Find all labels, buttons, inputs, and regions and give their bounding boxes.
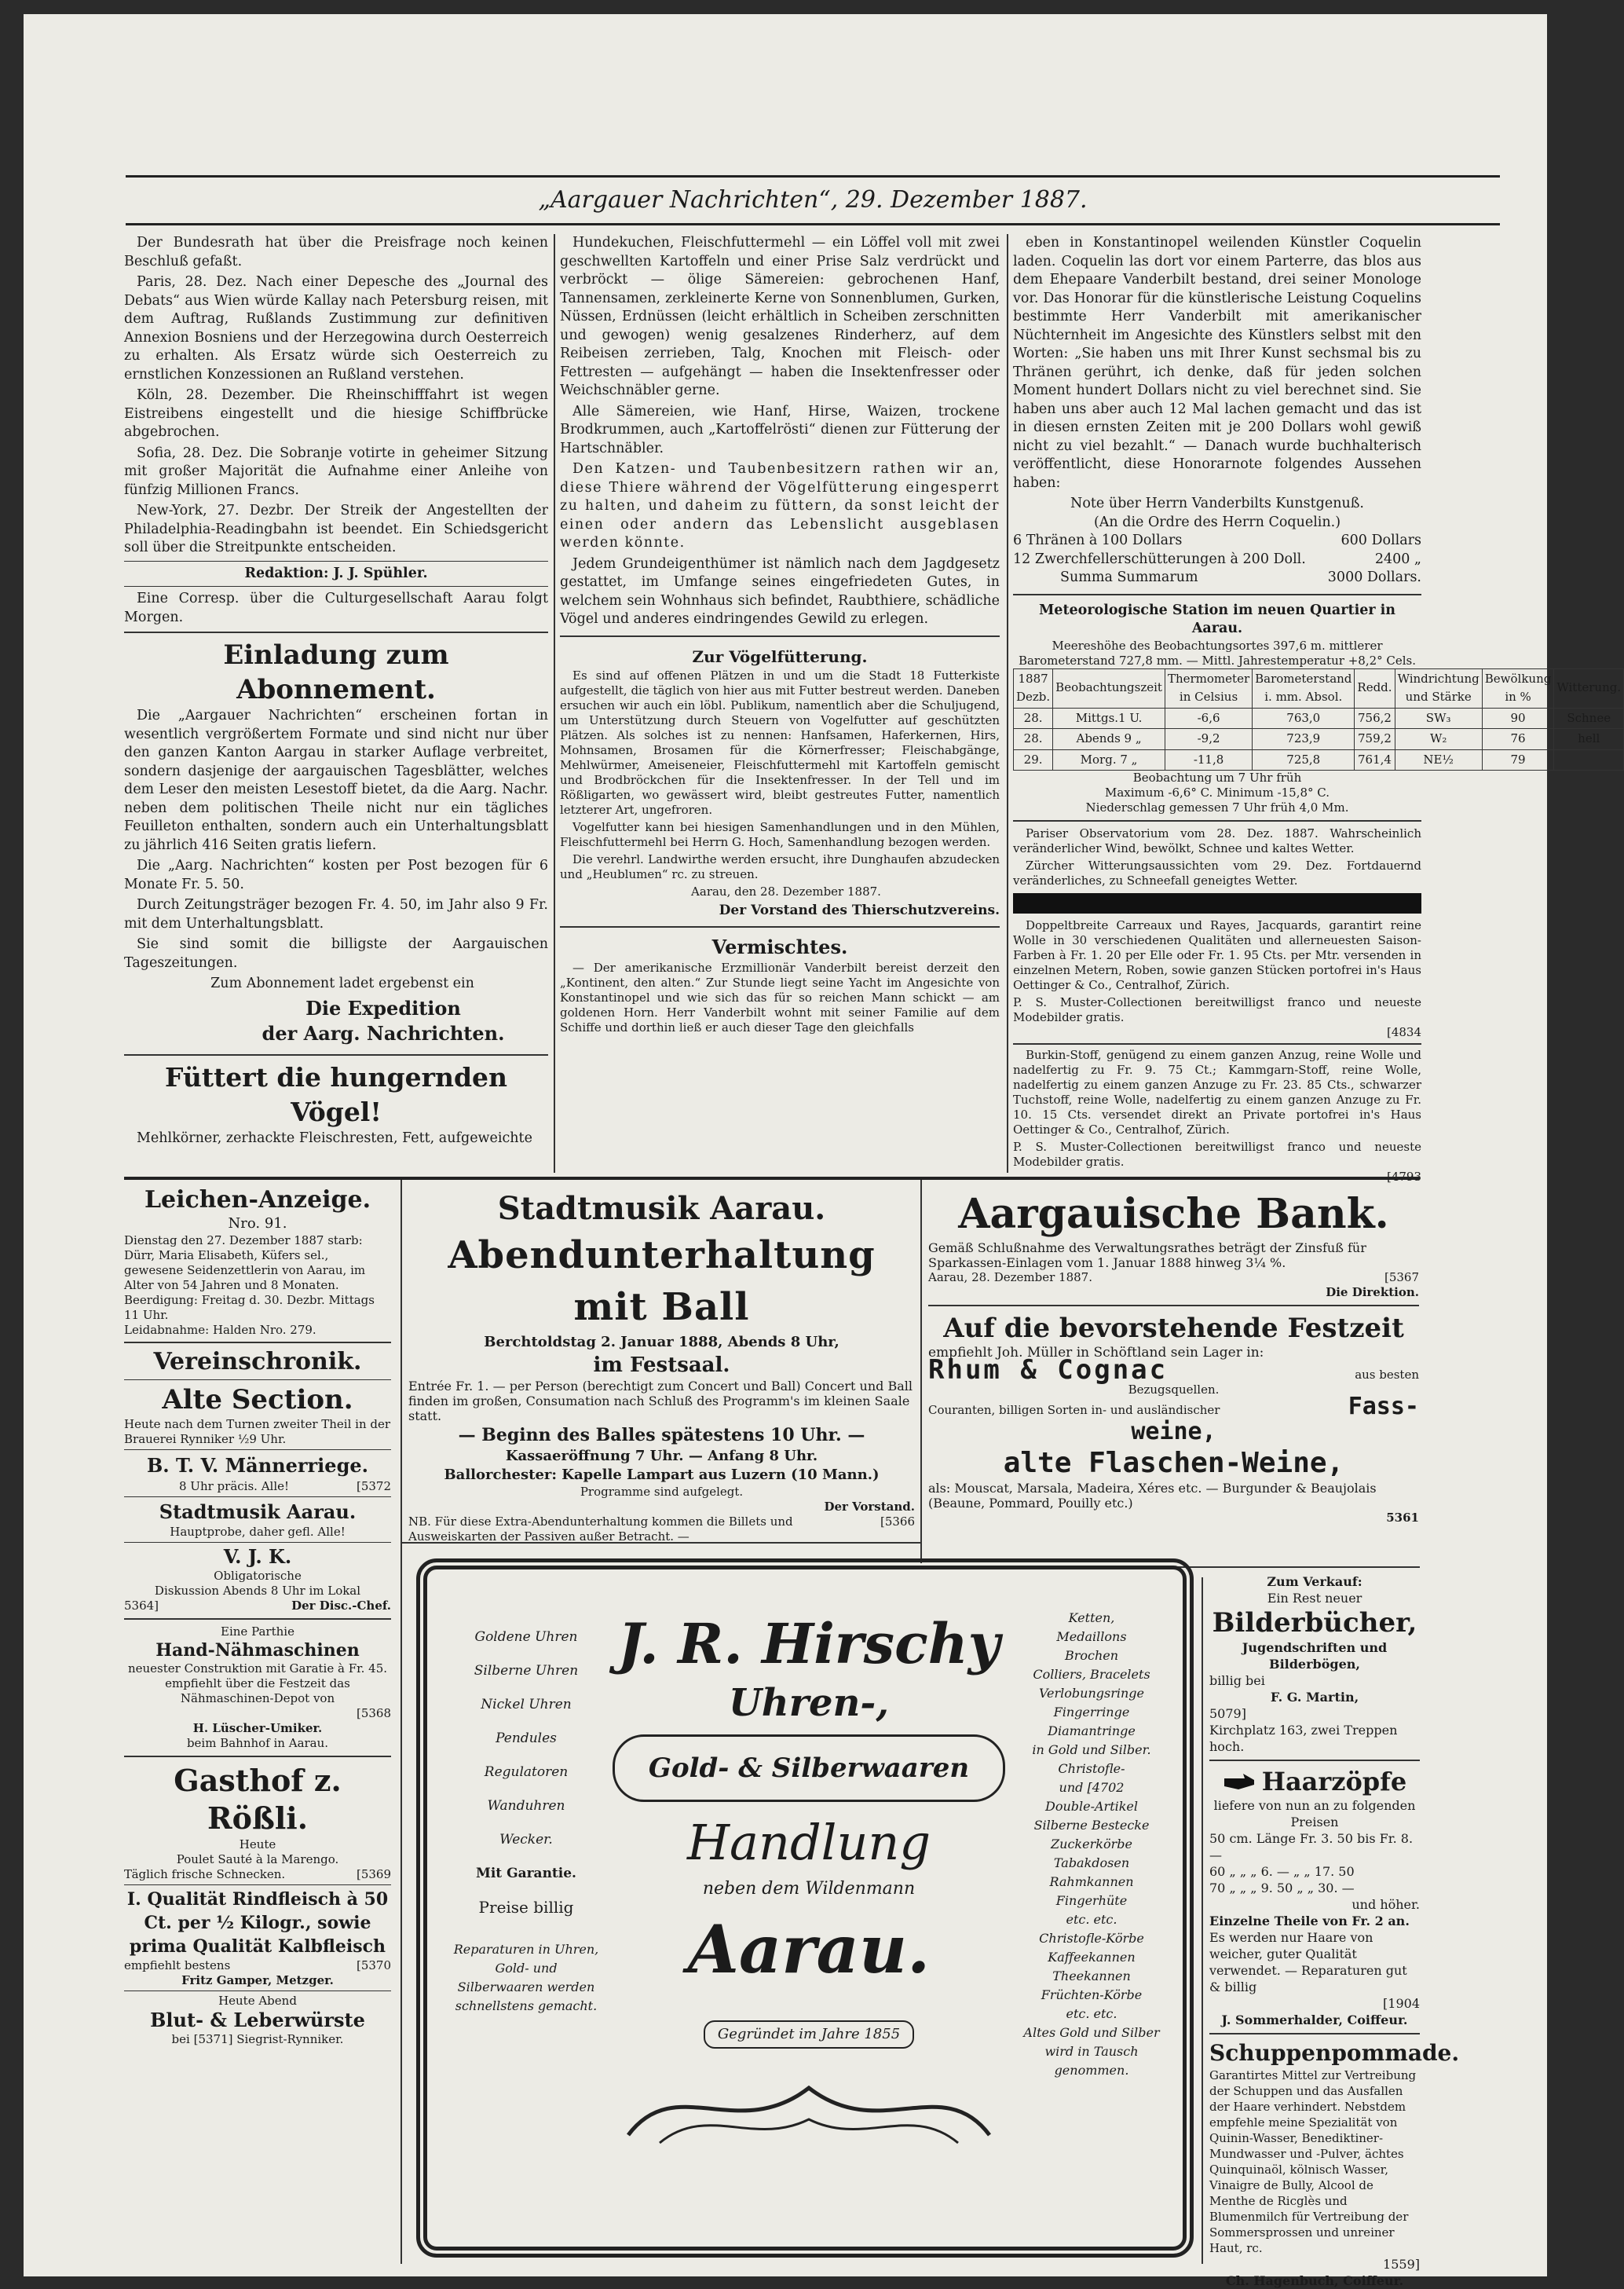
column-3 [1013, 234, 1622, 1185]
redaktion: Redaktion: J. J. Spühler. [244, 565, 428, 581]
zuercher-witterung: Zürcher Witterungsaussichten vom 29. Dez. Fortdauernd veränderliches, zu Schneefall geneigtes Wetter. [1013, 859, 1421, 888]
ad-bank [928, 1188, 1419, 1525]
ad-number: 5079] [1209, 1706, 1246, 1721]
gasthof-title: Gasthof z. Rößli. [174, 1763, 342, 1836]
meteo-foot: Beobachtung um 7 Uhr früh [1132, 771, 1302, 785]
note-item: 12 Zwerchfellerschütterungen à 200 Doll. [1013, 551, 1306, 567]
schuppenpommade-title: Schuppenpommade. [1209, 2040, 1460, 2066]
bank-title: Aargauische Bank. [958, 1190, 1389, 1238]
ad-oettinger: Doppeltbreite Carreaux und Rayes, Jacquards, garantirt reine Wolle in 30 verschiedenen Qualitäten und allerneuesten Saison-Farben à Fr. 1. 20 per Elle oder Fr. 1. 95 Cts. per Mtr. versenden in einzelnen Metern, Roben, sowie ganzen Stücken portofrei in's Haus Oettinger & Co., Centralhof, Zürich. [1013, 918, 1421, 992]
hirschy-item: in Gold und Silber. [1032, 1742, 1151, 1757]
abo-sign: der Aarg. Nachrichten. [262, 1021, 505, 1045]
voegel-text: Mehlkörner, zerhackte Fleischresten, Fett, aufgeweichte [137, 1130, 532, 1146]
bank-date: Aarau, 28. Dezember 1887. [928, 1270, 1092, 1284]
event-nb: NB. Für diese Extra-Abendunterhaltung kommen die Billets und Ausweiskarten der Passiven außer Betracht. — [408, 1514, 793, 1544]
vjk-title: V. J. K. [223, 1545, 292, 1568]
haarzoepfe-sign: J. Sommerhalder, Coiffeur. [1221, 2012, 1408, 2027]
event-venue: im Festsaal. [593, 1353, 730, 1377]
hirschy-item: Christofle- [1058, 1761, 1125, 1776]
naeh-title: Hand-Nähmaschinen [155, 1640, 360, 1661]
meteo-header: Witterung. [1554, 668, 1624, 708]
festzeit-text: Couranten, billigen Sorten in- und ausländischer [928, 1403, 1220, 1417]
meteo-header: Bewölkung in % [1482, 668, 1554, 708]
alte-flaschen-weine: alte Flaschen-Weine, [1003, 1447, 1344, 1479]
rhum-cognac: Rhum & Cognac [928, 1354, 1169, 1386]
hirschy-garantie: Mit Garantie. [476, 1866, 576, 1881]
ad-number: [5366 [880, 1514, 915, 1529]
hirschy-item: Tabakdosen [1053, 1855, 1130, 1870]
naeh-text: neuester Construktion mit Garatie à Fr. 45. empfiehlt über die Festzeit das Nähmaschinen-Depot von [127, 1661, 388, 1705]
meteo-header: Redd. [1355, 668, 1395, 708]
meteo-title: Meteorologische Station im neuen Quartier in Aarau. [1038, 602, 1396, 636]
schuppenpommade-text: Garantirtes Mittel zur Vertreibung der Schuppen und das Ausfallen der Haare verhindert. Nebstdem empfehle meine Spezialität von Quinin-Wasser, Benediktiner-Mundwasser und -Pulver, ächtes Quinquinaöl, kölnisch Wasser, Vinaigre de Bully, Alcool de Menthe de Ricglès und Blumenmilch für Vertreibung der Sommersprossen und unreiner Haut, rc. [1209, 2068, 1417, 2255]
leichen-nr: Nro. 91. [228, 1215, 287, 1232]
paragraph: Jedem Grundeigenthümer ist nämlich nach dem Jagdgesetz gestattet, im Umfange seines eingefriedeten Gutes, in welchem sein Wohnhaus sich befindet, Raubthiere, schädliche Vögel und anderes eindringendes Gewild zu erlegen. [560, 555, 1000, 627]
hirschy-preise: Preise billig [478, 1898, 574, 1917]
newspaper-page [24, 14, 1622, 2288]
bilderbuecher-text: Jugendschriften und Bilderbögen, [1242, 1640, 1388, 1672]
ad-number: 1559] [1383, 2257, 1420, 2272]
abo-text: Durch Zeitungsträger bezogen Fr. 4. 50, im Jahr also 9 Fr. mit dem Unterhaltungsblatt. [124, 897, 548, 932]
hirschy-item: Christofle-Körbe [1039, 1931, 1144, 1946]
meteo-row [1014, 749, 1624, 771]
fleisch-text: empfiehlt bestens [124, 1958, 231, 1972]
leichen-text: Dienstag den 27. Dezember 1887 starb: Dürr, Maria Elisabeth, Küfers sel., gewesene Seidenzettlerin von Aarau, im Alter von 54 Jahren und 8 Monaten. [124, 1233, 366, 1292]
ad-number: [5369 [356, 1867, 391, 1881]
note-value: 2400 „ [1374, 551, 1421, 567]
bilderbuecher-name: F. G. Martin, [1270, 1690, 1359, 1705]
fuetterung-text: Die verehrl. Landwirthe werden ersucht, ihre Dunghaufen abzudecken und „Heublumen“ rc. zu streuen. [560, 852, 1000, 881]
hirschy-item: wird in Tausch [1044, 2044, 1139, 2059]
ad-number: [1904 [1383, 1996, 1420, 2011]
column-1 [124, 234, 548, 1150]
hirschy-item: Nickel Uhren [481, 1697, 572, 1712]
haarzoepfe-text: und höher. [1352, 1897, 1420, 1912]
note-value: 3000 Dollars. [1327, 570, 1421, 585]
cell [1554, 749, 1624, 771]
ads-left [124, 1186, 391, 2047]
fuetterung-text: Vogelfutter kann bei hiesigen Samenhandlungen und in den Mühlen, Fleischfuttermehl bei Herrn G. Hoch, Samenhandlung bezogen werden. [560, 819, 1000, 849]
abo-title: Einladung zum Abonnement. [223, 639, 449, 705]
cell: 76 [1482, 729, 1554, 750]
event-entree: Entrée Fr. 1. — per Person (berechtigt zum Concert und Ball) Concert und Ball finden im großen, Consumation nach Schluß des Programm's im kleinen Saale statt. [408, 1379, 913, 1423]
alte-section-text: Heute nach dem Turnen zweiter Theil in der Brauerei Rynniker ½9 Uhr. [124, 1417, 391, 1446]
cell: NE½ [1395, 749, 1482, 771]
hirschy-founded: Gegründet im Jahre 1855 [704, 2020, 914, 2049]
hirschy-item: Double-Artikel [1044, 1799, 1139, 1814]
fleisch-text: I. Qualität Rindfleisch à 50 Ct. per ½ Kilogr., sowie prima Qualität Kalbfleisch [126, 1889, 389, 1957]
news-item: Sofia, 28. Dez. Die Sobranje votirte in geheimer Sitzung mit großer Majorität die Aufnahme einer Anleihe von fünfzig Millionen Francs. [124, 445, 548, 498]
leichen-title: Leichen-Anzeige. [144, 1186, 371, 1214]
column-rule [401, 1180, 402, 2264]
hirschy-item: Fingerringe [1053, 1705, 1130, 1719]
note-sub: (An die Ordre des Herrn Coquelin.) [1093, 514, 1341, 530]
cell: W₂ [1395, 729, 1482, 750]
cell: Morg. 7 „ [1053, 749, 1165, 771]
haarzoepfe-price: 50 cm. Länge Fr. 3. 50 bis Fr. 8. — [1209, 1831, 1414, 1862]
cell: -11,8 [1165, 749, 1252, 771]
bank-text: Gemäß Schlußnahme des Verwaltungsrathes beträgt der Zinsfuß für Sparkassen-Einlagen vom 1. Januar 1888 hinweg 3¼ %. [928, 1240, 1366, 1270]
meteo-table [1013, 668, 1624, 771]
hirschy-line: neben dem Wildenmann [702, 1879, 916, 1899]
hirschy-item: Ketten, [1068, 1610, 1115, 1625]
blut-pre: Heute Abend [218, 1994, 297, 2008]
ornament-icon [613, 2056, 1005, 2151]
vjk-sign: Der Disc.-Chef. [291, 1599, 391, 1613]
masthead-line: „Aargauer Nachrichten“, 29. Dezember 1887. [126, 175, 1500, 225]
hirschy-item: Goldene Uhren [474, 1629, 578, 1645]
haarzoepfe-text: liefere von nun an zu folgenden Preisen [1213, 1798, 1416, 1829]
event-vorstand: Der Vorstand. [824, 1500, 915, 1514]
news-item: Der Bundesrath hat über die Preisfrage noch keinen Beschluß gefaßt. [124, 235, 548, 269]
vjk-text: Diskussion Abends 8 Uhr im Lokal [154, 1584, 361, 1598]
cell: 28. [1014, 708, 1053, 729]
event-kasse: Kassaeröffnung 7 Uhr. — Anfang 8 Uhr. [505, 1448, 818, 1464]
haarzoepfe-price: 60 „ „ „ 6. — „ „ 17. 50 [1209, 1864, 1355, 1879]
hirschy-item: Kaffeekannen [1048, 1950, 1136, 1965]
cell: Abends 9 „ [1053, 729, 1165, 750]
hirschy-item: Colliers, Bracelets [1033, 1667, 1150, 1682]
bank-sign: Die Direktion. [1326, 1285, 1419, 1299]
note-item: Summa Summarum [1060, 570, 1198, 585]
meteo-header: Windrichtung und Stärke [1395, 668, 1482, 708]
bilderbuecher-addr: Kirchplatz 163, zwei Treppen hoch. [1209, 1723, 1398, 1754]
hirschy-item: etc. etc. [1066, 2006, 1117, 2021]
fuetterung-title: Zur Vögelfütterung. [692, 646, 868, 666]
paragraph: Den Katzen- und Taubenbesitzern rathen wir an, diese Thiere während der Vögelfütterung eingesperrt zu halten, und daheim zu füttern, da sonst leicht der einen oder andern das Lebenslicht ausgeblasen werden könnte. [560, 461, 1000, 551]
hirschy-line: Handlung [686, 1814, 931, 1871]
schuppenpommade-sign: Ch. Hagenbuch, Coiffeur. [1225, 2273, 1404, 2288]
hirschy-item: Wanduhren [487, 1798, 565, 1814]
hirschy-item: Rahmkannen [1049, 1874, 1134, 1889]
black-bar [1013, 893, 1421, 914]
column-rule [920, 1180, 922, 1563]
ad-number: [5367 [1384, 1270, 1419, 1284]
haarzoepfe-einzel: Einzelne Theile von Fr. 2 an. [1209, 1914, 1410, 1928]
cell: hell [1554, 729, 1624, 750]
ad-number: 5361 [1386, 1511, 1419, 1525]
hirschy-item: genommen. [1054, 2063, 1129, 2078]
ad-ps: P. S. Muster-Collectionen bereitwilligst franco und neueste Modebilder gratis. [1013, 1140, 1421, 1169]
column-rule [1202, 1577, 1203, 2264]
abo-text: Zum Abonnement ladet ergebenst ein [210, 976, 474, 991]
vermischtes-title: Vermischtes. [711, 936, 848, 958]
festzeit-text: aus besten [1355, 1368, 1419, 1382]
abendunterhaltung-title: Abendunterhaltung mit Ball [448, 1233, 876, 1329]
hirschy-item: Pendules [496, 1730, 557, 1746]
paragraph: Hundekuchen, Fleischfuttermehl — ein Löffel voll mit zwei geschwellten Kartoffeln und einer Prise Salz verdrückt und verbröckt — ölige Sämereien: gebrochenen Hanf, Tannensamen, zerkleinerte Kerne von Sonnenblumen, Gurken, Nüssen, Erdnüssen (leicht erhältlich in Scheiben zerschnitten und gewogen) wenig gesalzenes Rinderherz, auf dem Reibeisen zerrieben, Talg, Knochen mit Fleisch- oder Fettresten — aufgehängt — haben die Insektenfresser oder Weichschnäbler gerne. [560, 235, 1000, 398]
meteo-header: Barometerstand i. mm. Absol. [1253, 668, 1355, 708]
haarzoepfe-text: Es werden nur Haare von weicher, guter Qualität verwendet. — Reparaturen gut & billig [1209, 1930, 1407, 1994]
ad-abendunterhaltung [408, 1188, 915, 1544]
cell: 90 [1482, 708, 1554, 729]
cell: 725,8 [1253, 749, 1355, 771]
gasthof-text: Poulet Sauté à la Marengo. [176, 1852, 339, 1866]
column-rule [554, 234, 555, 1173]
fassweine: weine, [1131, 1418, 1216, 1445]
meteo-row [1014, 729, 1624, 750]
hirschy-item: Silberne Uhren [474, 1663, 579, 1679]
hirschy-item: und [4702 [1059, 1780, 1125, 1795]
hirschy-item: Diamantringe [1048, 1723, 1136, 1738]
btv-text: 8 Uhr präcis. Alle! [179, 1479, 290, 1493]
blut-title: Blut- & Leberwürste [150, 2009, 365, 2031]
hirschy-left-list [452, 1621, 601, 2016]
ad-number: [5370 [356, 1958, 391, 1972]
festzeit-title: Auf die bevorstehende Festzeit [943, 1313, 1404, 1344]
hirschy-item: Verlobungsringe [1038, 1686, 1145, 1701]
stadtmusik-small-text: Hauptprobe, daher gefl. Alle! [170, 1525, 346, 1539]
event-programme: Programme sind aufgelegt. [580, 1485, 744, 1499]
note-value: 600 Dollars [1341, 533, 1421, 548]
hirschy-center [613, 1609, 1005, 2151]
cell: 759,2 [1355, 729, 1395, 750]
abo-sign: Die Expedition [305, 996, 461, 1020]
leichen-leidabnahme: Leidabnahme: Halden Nro. 279. [124, 1323, 316, 1337]
hirschy-right-list [1013, 1609, 1170, 2080]
hirschy-banner: Gold- & Silberwaaren [613, 1734, 1005, 1802]
voegel-title: Füttert die hungernden Vögel! [164, 1061, 508, 1127]
verkauf-text: Ein Rest neuer [1267, 1591, 1362, 1606]
section-rule [401, 1542, 920, 1544]
fassweine: Fass- [1348, 1393, 1419, 1420]
column-2 [560, 234, 1000, 1038]
cell: 756,2 [1355, 708, 1395, 729]
news-item: New-York, 27. Dezbr. Der Streik der Angestellten der Philadelphia-Readingbahn ist beendet. Ein Schiedsgericht soll über die Streitpunkte entscheiden. [124, 503, 548, 555]
alte-section-title: Alte Section. [162, 1384, 353, 1416]
event-orchester: Ballorchester: Kapelle Lampart aus Luzern (10 Mann.) [444, 1467, 880, 1483]
event-date: Berchtoldstag 2. Januar 1888, Abends 8 Uhr, [484, 1334, 839, 1350]
cell: 28. [1014, 729, 1053, 750]
hirschy-item: Altes Gold und Silber [1023, 2025, 1160, 2040]
vereinschronik-title: Vereinschronik. [153, 1348, 362, 1375]
leichen-beerdigung: Beerdigung: Freitag d. 30. Dezbr. Mittags 11 Uhr. [124, 1293, 375, 1322]
fuetterung-date: Aarau, den 28. Dezember 1887. [691, 884, 881, 899]
hirschy-item: Medaillons [1056, 1629, 1127, 1644]
fleisch-sign: Fritz Gamper, Metzger. [181, 1973, 334, 1987]
blut-text: bei [5371] Siegrist-Rynniker. [171, 2032, 344, 2046]
event-ball: — Beginn des Balles spätestens 10 Uhr. — [458, 1425, 865, 1445]
hirschy-item: Silberne Bestecke [1033, 1818, 1150, 1833]
fuetterung-text: Es sind auf offenen Plätzen in und um die Stadt 18 Futterkiste aufgestellt, die täglich von hier aus mit Futter bestreut werden. Daneben ersuchen wir auch ein löbl. Publikum, namentlich aber die Schuljugend, um Unterstützung durch Steuern von Vogelfutter auf geschützten Plätzen. Als solches ist zu nennen: Hanfsamen, Haferkernen, Hirs, Mohnsamen, Brosamen für die Körnerfresser; Fleischabgänge, Mehlwürmer, Ameiseneier, Fleischfuttermehl mit Kartoffeln gemischt und Brodbröckchen für die Insektenfresser. In der Tell und im Rößligarten, wo gewässert wird, bleibt gestreutes Futter, namentlich letzterer Art, ungefroren. [560, 668, 1000, 817]
haarzoepfe-price: 70 „ „ „ 9. 50 „ „ 30. — [1209, 1881, 1355, 1895]
paragraph: eben in Konstantinopel weilenden Künstler Coquelin laden. Coquelin las dort vor einem Parterre, das blos aus dem Ehepaare Vanderbilt bestand, drei seiner Monologe vor. Das Honorar für die künstlerische Leistung Coquelins bestimmte Herr Vanderbilt mit amerikanischer Nüchternheit im Angesichte des Künstlers selbst mit den Worten: „Sie haben uns mit Ihrer Kunst sechsmal bis zu Thränen gerührt, ich denke, daß für jeden solchen Moment hundert Dollars nicht zu viel berechnet sind. Sie haben uns aber auch 12 Mal lachen gemacht und das ist in diesen ernsten Zeiten mit je 200 Dollars wohl gewiß nicht zu viel bezahlt.“ — Danach wurde buchhalterisch veröffentlicht, diese Honorarnote folgendes Aussehen haben: [1013, 235, 1421, 491]
btv-title: B. T. V. Männerriege. [147, 1454, 368, 1477]
ad-number: [4834 [1386, 1025, 1421, 1039]
naeh-pre: Eine Parthie [221, 1624, 294, 1639]
ad-number: 5364] [124, 1599, 159, 1613]
cell: 761,4 [1355, 749, 1395, 771]
festzeit-text: empfiehlt Joh. Müller in Schöftland sein Lager in: [928, 1345, 1264, 1361]
hirschy-item: Theekannen [1052, 1969, 1131, 1983]
meteo-header: Thermometer in Celsius [1165, 668, 1252, 708]
meteo-header: 1887 Dezb. [1014, 668, 1053, 708]
vermischtes-text: — Der amerikanische Erzmillionär Vanderbilt bereist derzeit den „Kontinent, den alten.“ Zur Stunde liegt seine Yacht im Angesichte von Konstantinopel und wie sich das für so reichen Mann schickt — am goldenen Horn. Herr Vanderbilt wohnt mit seiner Familie auf dem Schiffe und dorthin ließ er auch dieser Tage den gleichfalls [560, 961, 1000, 1035]
hirschy-city: Aarau. [687, 1910, 931, 1988]
hirschy-line: Uhren-, [728, 1681, 890, 1725]
cell: 723,9 [1253, 729, 1355, 750]
note-item: 6 Thränen à 100 Dollars [1013, 533, 1183, 548]
hirschy-item: Früchten-Körbe [1041, 1987, 1143, 2002]
naeh-sign: H. Lüscher-Umiker. [192, 1721, 323, 1735]
cell: Schnee [1554, 708, 1624, 729]
paragraph: Alle Sämereien, wie Hanf, Hirse, Waizen, trockene Brodkrummen, auch „Kartoffelrösti“ dienen zur Fütterung der Hartschnäbler. [560, 403, 1000, 456]
verkauf-title: Zum Verkauf: [1267, 1574, 1362, 1589]
hirschy-name: J. R. Hirschy [617, 1611, 1000, 1676]
abo-text: Die „Aargauer Nachrichten“ erscheinen fortan in wesentlich vergrößertem Formate und sind nicht nur über den ganzen Kanton Aargau in starker Auflage verbreitet, sondern dasjenige der aargauischen Tagesblätter, welches dem Leser den meisten Lesestoff bietet, da die Aarg. Nachr. neben dem politischen Theile nicht nur ein tägliches Feuilleton enthalten, sondern auch ein Unterhaltungsblatt zu jährlich 416 Seiten gratis liefern. [124, 708, 548, 853]
bilderbuecher-title: Bilderbücher, [1212, 1607, 1417, 1639]
section-rule [124, 1177, 1420, 1180]
festzeit-text: Bezugsquellen. [1128, 1383, 1220, 1397]
hirschy-item: Brochen [1064, 1648, 1119, 1663]
cell: -6,6 [1165, 708, 1252, 729]
hirschy-item: Regulatoren [484, 1764, 569, 1780]
column-rule [1007, 234, 1008, 1173]
cell: Mittgs.1 U. [1053, 708, 1165, 729]
ad-ps: P. S. Muster-Collectionen bereitwilligst franco und neueste Modebilder gratis. [1013, 995, 1421, 1024]
meteo-foot: Niederschlag gemessen 7 Uhr früh 4,0 Mm. [1085, 800, 1349, 815]
note-title: Note über Herrn Vanderbilts Kunstgenuß. [1070, 496, 1364, 511]
hirschy-reparaturen: Reparaturen in Uhren, Gold- und Silberwaaren werden schnellstens gemacht. [453, 1942, 599, 2013]
meteo-sub: Meereshöhe des Beobachtungsortes 397,6 m. mittlerer Barometerstand 727,8 mm. — Mittl. Jahrestemperatur +8,2° Cels. [1018, 638, 1417, 668]
ads-right-bottom [1209, 1573, 1460, 2289]
meteo-foot: Maximum -6,6° C. Minimum -15,8° C. [1104, 786, 1330, 800]
vjk-sub: Obligatorische [214, 1569, 302, 1583]
news-item: Köln, 28. Dezember. Die Rheinschifffahrt ist wegen Eistreibens eingestellt und die hiesige Schiffbrücke abgebrochen. [124, 387, 548, 440]
fuetterung-sign: Der Vorstand des Thierschutzvereins. [719, 902, 1000, 918]
abo-text: Die „Aarg. Nachrichten“ kosten per Post bezogen für 6 Monate Fr. 5. 50. [124, 858, 548, 892]
hirschy-item: Wecker. [499, 1832, 553, 1848]
stadtmusik-title: Stadtmusik Aarau. [497, 1190, 826, 1227]
hirschy-item: Zuckerkörbe [1051, 1837, 1132, 1851]
hirschy-item: Fingerhüte [1055, 1893, 1128, 1908]
festzeit-text: als: Mouscat, Marsala, Madeira, Xéres etc. — Burgunder & Beaujolais (Beaune, Pommard, Pouilly etc.) [928, 1481, 1377, 1511]
pariser-observatorium: Pariser Observatorium vom 28. Dez. 1887. Wahrscheinlich veränderlicher Wind, bewölkt, Schnee und kaltes Wetter. [1013, 826, 1421, 855]
abo-text: Sie sind somit die billigste der Aargauischen Tageszeitungen. [124, 936, 548, 971]
cell: 29. [1014, 749, 1053, 771]
pointing-hand-icon [1223, 1771, 1257, 1793]
meteo-header: Beobachtungszeit [1053, 668, 1165, 708]
cell: SW₃ [1395, 708, 1482, 729]
ad-number: [5372 [356, 1479, 391, 1493]
stadtmusik-small-title: Stadtmusik Aarau. [159, 1500, 357, 1523]
cell: 763,0 [1253, 708, 1355, 729]
meteo-row [1014, 708, 1624, 729]
news-item: Paris, 28. Dez. Nach einer Depesche des „Journal des Debats“ aus Wien würde Kallay nach Petersburg reisen, mit dem Auftrag, Rußlands Zustimmung zur definitiven Annexion Bosniens und der Herzegowina durch Oesterreich zu erhalten. Als Ersatz würde sich Oesterreich zu ernstlichen Konzessionen an Rußland verstehen. [124, 274, 548, 383]
cell: 79 [1482, 749, 1554, 771]
hirschy-item: etc. etc. [1066, 1912, 1117, 1927]
gasthof-text: Heute [239, 1837, 276, 1851]
ad-number: [4793 [1386, 1170, 1421, 1184]
ad-burkin: Burkin-Stoff, genügend zu einem ganzen Anzug, reine Wolle und nadelfertig zu Fr. 9. 75 Ct.; Kammgarn-Stoff, reine Wolle, nadelfertig zu einem ganzen Anzuge zu Fr. 23. 85 Cts., schwarzer Tuchstoff, reine Wolle, nadelfertig zu einem ganzen Anzuge zu Fr. 10. 15 Cts. versendet direkt an Private portofrei in's Haus Oettinger & Co., Centralhof, Zürich. [1013, 1048, 1421, 1137]
bilderbuecher-text: billig bei [1209, 1673, 1265, 1688]
haarzoepfe-title: Haarzöpfe [1261, 1767, 1407, 1796]
cell: -9,2 [1165, 729, 1252, 750]
gasthof-text: Täglich frische Schnecken. [124, 1867, 286, 1881]
naeh-addr: beim Bahnhof in Aarau. [186, 1736, 329, 1750]
corresp-note: Eine Corresp. über die Culturgesellschaft Aarau folgt Morgen. [124, 591, 548, 625]
ad-number: [5368 [356, 1706, 391, 1720]
